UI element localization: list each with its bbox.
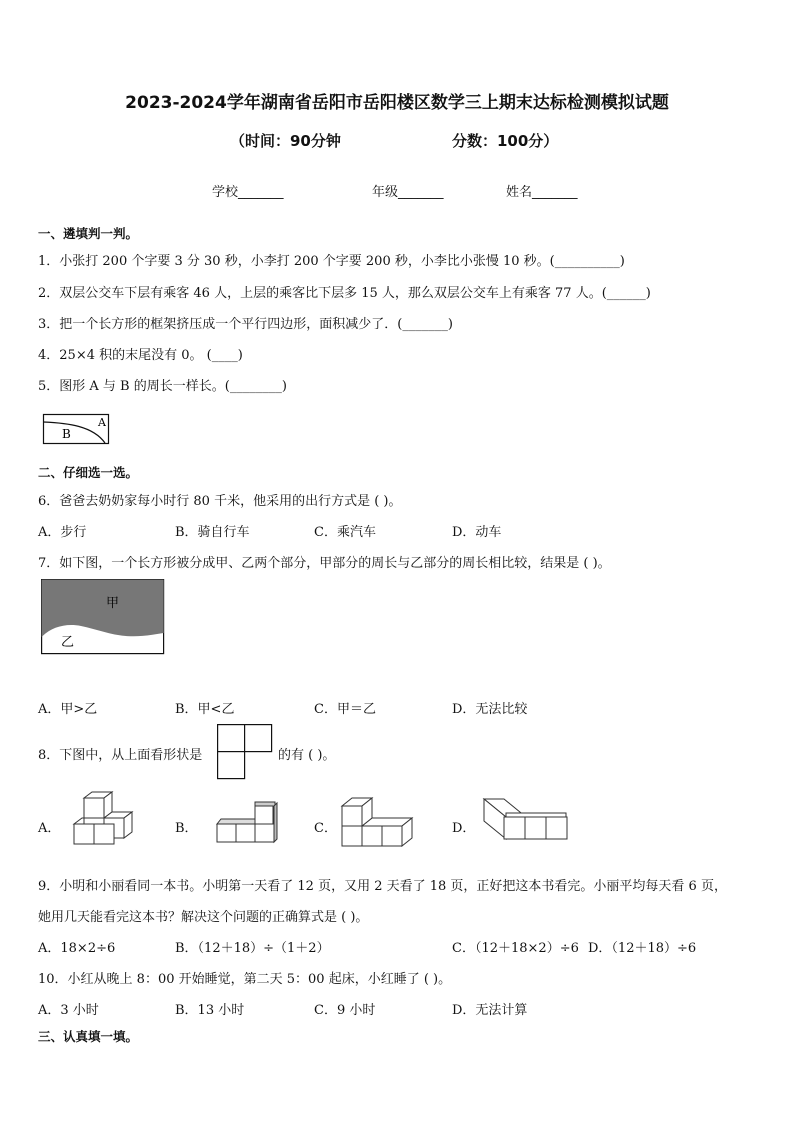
q9-option-d[interactable]: D．（12＋18）÷6: [588, 941, 697, 956]
question-3: 3．把一个长方形的框架挤压成一个平行四边形，面积减少了．(_______): [38, 317, 453, 332]
q8-option-b[interactable]: B．: [175, 821, 198, 836]
q8-figure-b: [213, 800, 283, 846]
q10-option-c[interactable]: C．9 小时: [314, 1003, 376, 1018]
figure-a-b: [43, 414, 109, 444]
q8-figure-a: [70, 790, 138, 852]
fig7-label-jia: 甲: [106, 596, 120, 611]
question-2: 2．双层公交车下层有乘客 46 人，上层的乘客比下层多 15 人，那么双层公交车上有乘客 77 人。(______): [38, 286, 651, 301]
school-field[interactable]: 学校_______: [212, 185, 284, 200]
question-7: 7．如下图，一个长方形被分成甲、乙两个部分，甲部分的周长与乙部分的周长相比较，结果是 ( )。: [38, 556, 611, 571]
q7-option-c[interactable]: C．甲＝乙: [314, 702, 376, 717]
q6-option-a[interactable]: A．步行: [38, 525, 87, 540]
fig7-label-yi: 乙: [61, 635, 75, 650]
question-9-line1: 9．小明和小丽看同一本书。小明第一天看了 12 页，又用 2 天看了 18 页，正好把这本书看完。小丽平均每天看 6 页，: [38, 879, 727, 894]
question-6: 6．爸爸去奶奶家每小时行 80 千米，他采用的出行方式是 ( )。: [38, 494, 402, 509]
name-field[interactable]: 姓名_______: [506, 185, 578, 200]
q6-option-b[interactable]: B．骑自行车: [175, 525, 250, 540]
question-5: 5．图形 A 与 B 的周长一样长。(________): [38, 379, 287, 394]
question-4: 4．25×4 积的末尾没有 0。 (____): [38, 348, 243, 363]
question-8-before: 8．下图中，从上面看形状是: [38, 748, 203, 763]
page-title: 2023-2024学年湖南省岳阳市岳阳楼区数学三上期末达标检测模拟试题: [125, 93, 669, 113]
grade-field[interactable]: 年级_______: [372, 185, 444, 200]
figure-jia-yi: [41, 579, 165, 655]
section-3-heading: 三、认真填一填。: [38, 1029, 139, 1044]
q10-option-d[interactable]: D．无法计算: [452, 1003, 528, 1018]
question-9-line2: 她用几天能看完这本书？解决这个问题的正确算式是 ( )。: [38, 910, 369, 925]
q7-option-a[interactable]: A．甲>乙: [38, 702, 98, 717]
q6-option-d[interactable]: D．动车: [452, 525, 502, 540]
section-1-heading: 一、遴填判一判。: [38, 226, 139, 241]
q8-figure-c: [340, 794, 420, 850]
q8-option-d[interactable]: D．: [452, 821, 476, 836]
fig5-label-b: B: [62, 427, 71, 441]
fig5-label-a: A: [98, 416, 106, 429]
q8-figure-d: [480, 795, 570, 845]
q9-option-a[interactable]: A．18×2÷6: [38, 941, 116, 956]
exam-score: 分数：100分）: [452, 132, 559, 150]
question-10: 10．小红从晚上 8：00 开始睡觉，第二天 5：00 起床，小红睡了 ( )。: [38, 972, 452, 987]
q9-option-c[interactable]: C．（12＋18×2）÷6: [452, 941, 579, 956]
exam-time: （时间：90分钟: [230, 132, 341, 150]
q10-option-a[interactable]: A．3 小时: [38, 1003, 99, 1018]
question-8-after: 的有 ( )。: [278, 748, 336, 763]
q10-option-b[interactable]: B．13 小时: [175, 1003, 245, 1018]
q7-option-d[interactable]: D．无法比较: [452, 702, 528, 717]
q6-option-c[interactable]: C．乘汽车: [314, 525, 376, 540]
q8-option-a[interactable]: A．: [38, 821, 61, 836]
q8-option-c[interactable]: C．: [314, 821, 337, 836]
question-1: 1．小张打 200 个字要 3 分 30 秒，小李打 200 个字要 200 秒，小李比小张慢 10 秒。(__________): [38, 254, 625, 269]
q7-option-b[interactable]: B．甲<乙: [175, 702, 235, 717]
section-2-heading: 二、仔细选一选。: [38, 465, 139, 480]
q9-option-b[interactable]: B．（12＋18）÷（1＋2）: [175, 941, 330, 956]
top-view-shape: [217, 724, 273, 780]
